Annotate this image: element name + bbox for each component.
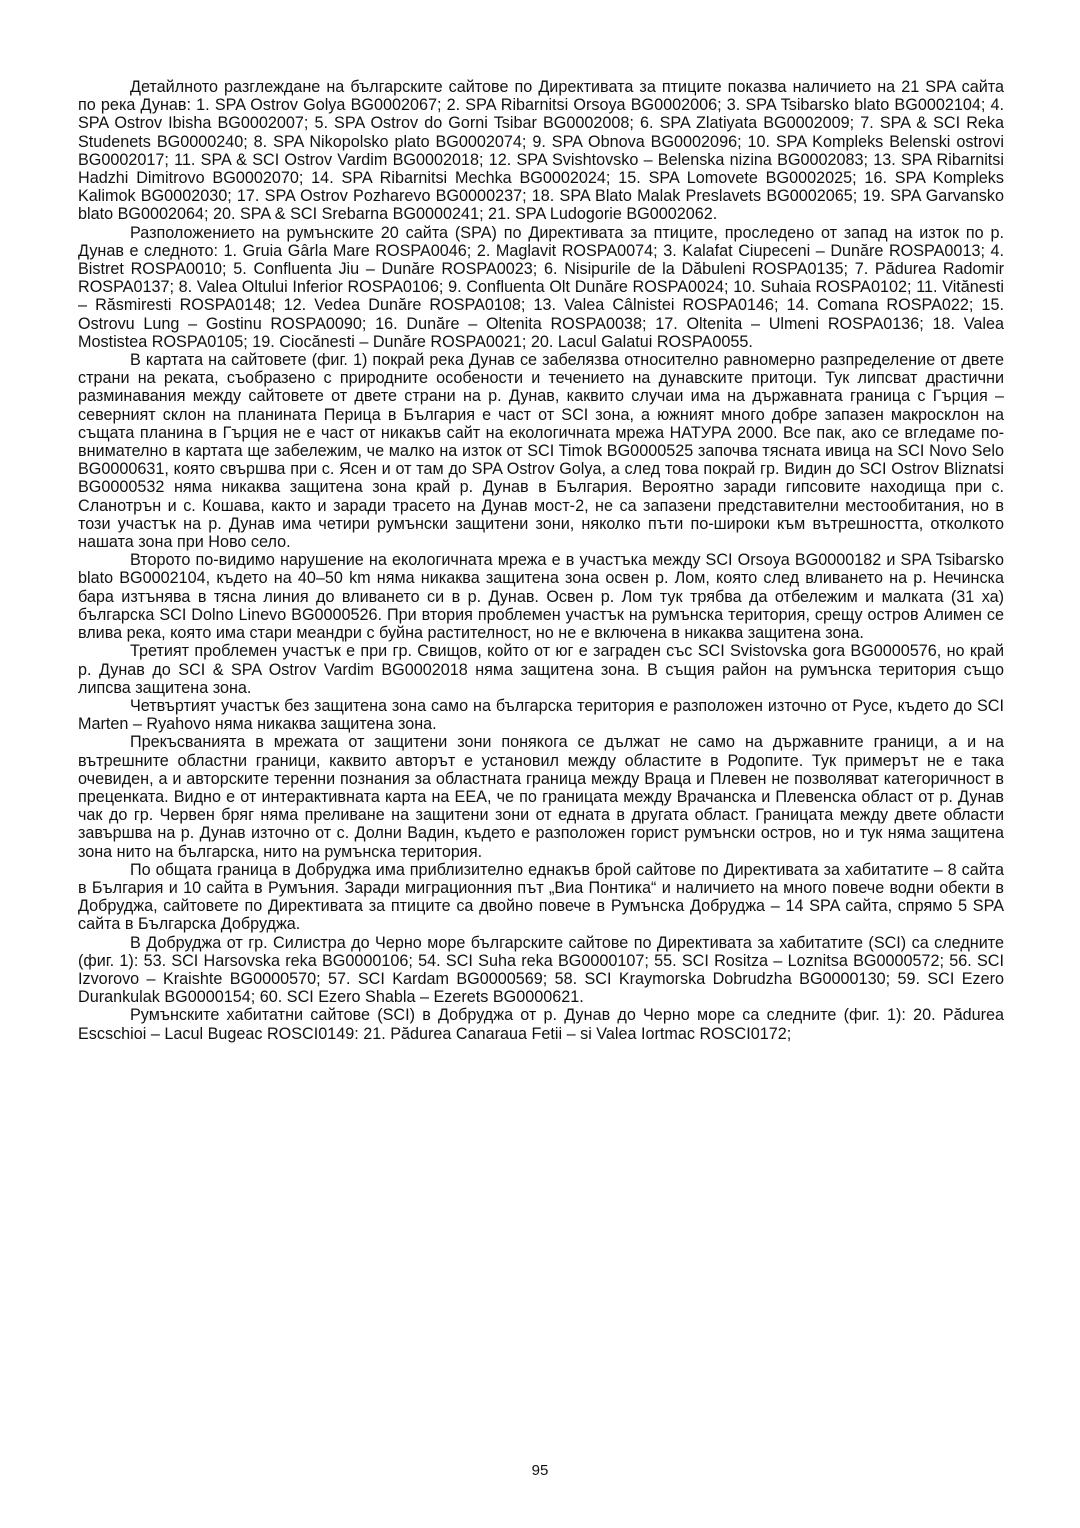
paragraph-romanian-spa-list: Разположението на румънските 20 сайта (SPA) по Директивата за птиците, проследено от запад на изток по р. Дунав е следното: 1. Gruia Gârla Mare ROSPA0046; 2. Maglavit ROSPA0074; 3. Kalafat Ciupeceni – Dunăre ROSPA0013; 4. Bistret ROSPA0010; 5. Confluenta Jiu – Dunăre ROSPA0023; 6. Nisipurile de la Dăbuleni ROSPA0135; 7. Pădurea Radomir ROSPA0137; 8. Valea Oltului Inferior ROSPA0106; 9. Confluenta Olt Dunăre ROSPA0024; 10. Suhaia ROSPA0102; 11. Vitănesti – Răsmiresti ROSPA0148; 12. Vedea Dunăre ROSPA0108; 13. Valea Câlnistei ROSPA0146; 14. Comana ROSPA022; 15. Ostrovu Lung – Gostinu ROSPA0090; 16. Dunăre – Oltenita ROSPA0038; 17. Oltenita – Ulmeni ROSPA0136; 18. Valea Mostistea ROSPA0105; 19. Ciocănesti – Dunăre ROSPA0021; 20. Lacul Galatui ROSPA0055. [78,223,1004,351]
paragraph-bulgarian-spa-list: Детайлното разглеждане на българските сайтове по Директивата за птиците показва наличието на 21 SPA сайта по река Дунав: 1. SPA Ostrov Golya BG0002067; 2. SPA Ribarnitsi Orsoya BG0002006; 3. SPA Tsibarsko blato BG0002104; 4. SPA Ostrov Ibisha BG0002007; 5. SPA Ostrov do Gorni Tsibar BG0002008; 6. SPA Zlatiyata BG0002009; 7. SPA & SCI Reka Studenets BG0000240; 8. SPA Nikopolsko plato BG0002074; 9. SPA Obnova BG0002096; 10. SPA Kompleks Belenski ostrovi BG0002017; 11. SPA & SCI Ostrov Vardim BG0002018; 12. SPA Svishtovsko – Belenska nizina BG0002083; 13. SPA Ribarnitsi Hadzhi Dimitrovo BG0002070; 14. SPA Ribarnitsi Mechka BG0002024; 15. SPA Lomovete BG0002025; 16. SPA Kompleks Kalimok BG0002030; 17. SPA Ostrov Pozharevo BG0000237; 18. SPA Blato Malak Preslavets BG0002065; 19. SPA Garvansko blato BG0002064; 20. SPA & SCI Srebarna BG0000241; 21. SPA Ludogorie BG0002062. [78,78,1004,224]
page-body [78,78,1004,1043]
page-number: 95 [531,1462,549,1479]
paragraph-site-map-distribution: В картата на сайтовете (фиг. 1) покрай река Дунав се забелязва относително равномерно разпределение от двете страни на реката, съобразено с природните особености и течението на дунавските притоци. Тук липсват драстични разминавания между сайтовете от двете страни на р. Дунав, каквито случаи има на държавната граница с Гърция – северният склон на планината Перица в България е част от SCI зона, а южният много добре запазен макросклон на същата планина в Гърция не е част от никакъв сайт на екологичната мрежа НАТУРА 2000. Все пак, ако се вгледаме по-внимателно в картата ще забележим, че малко на изток от SCI Timok BG0000525 започва тясната ивица на SCI Novo Selo BG0000631, която свършва при с. Ясен и от там до SPA Ostrov Golya, а след това покрай гр. Видин до SCI Ostrov Bliznatsi BG0000532 няма никаква защитена зона край р. Дунав в България. Вероятно заради гипсовите находища при с. Сланотрън и с. Кошава, както и заради трасето на Дунав мост-2, не са запазени представителни местообитания, но в този участък на р. Дунав има четири румънски защитени зони, няколко пъти по-широки към вътрешността, отколкото нашата зона при Ново село. [78,351,1004,552]
paragraph-regional-boundaries: Прекъсванията в мрежата от защитени зони понякога се дължат не само на държавните граници, а и на вътрешните областни граници, каквито авторът е установил между областите в Родопите. Тук примерът не е така очевиден, а и авторските теренни познания за областната граница между Враца и Плевен не позволяват категоричност в преценката. Видно е от интерактивната карта на ЕЕА, че по границата между Врачанска и Плевенска област от р. Дунав чак до гр. Червен бряг няма преливане на защитени зони от едната в другата област. Границата между двете области завършва на р. Дунав източно от с. Долни Вадин, където е разположен горист румънски остров, но и тук няма защитена зона нито на българска, нито на румънска територия. [78,733,1004,861]
paragraph-fourth-section: Четвъртият участък без защитена зона само на българска територия е разположен източно от Русе, където до SCI Marten – Ryahovo няма никаква защитена зона. [78,696,1004,734]
paragraph-second-violation: Второто по-видимо нарушение на екологичната мрежа е в участъка между SCI Orsoya BG0000182 и SPA Tsibarsko blato BG0002104, където на 40–50 km няма никаква защитена зона освен р. Лом, която след вливането на р. Нечинска бара изтънява в тясна линия до вливането си в р. Дунав. Освен р. Лом тук трябва да отбележим и малката (31 ха) българска SCI Dolno Linevo BG0000526. При втория проблемен участък на румънска територия, срещу остров Алимен се влива река, която има стари меандри с буйна растителност, но не е включена в никаква защитена зона. [78,551,1004,643]
paragraph-bulgarian-sci-dobrudzha: В Добруджа от гр. Силистра до Черно море българските сайтове по Директивата за хабитатите (SCI) са следните (фиг. 1): 53. SCI Harsovska reka BG0000106; 54. SCI Suha reka BG0000107; 55. SCI Rositza – Loznitsa BG0000572; 56. SCI Izvorovo – Kraishte BG0000570; 57. SCI Kardam BG0000569; 58. SCI Kraymorska Dobrudzha BG0000130; 59. SCI Ezero Durankulak BG0000154; 60. SCI Ezero Shabla – Ezerets BG0000621. [78,933,1004,1007]
paragraph-third-section: Третият проблемен участък е при гр. Свищов, който от юг е заграден със SCI Svistovska gora BG0000576, но край р. Дунав до SCI & SPA Ostrov Vardim BG0002018 няма защитена зона. В същия район на румънска територия също липсва защитена зона. [78,642,1004,697]
paragraph-romanian-sci-dobrudzha: Румънските хабитатни сайтове (SCI) в Добруджа от р. Дунав до Черно море са следните (фиг. 1): 20. Pădurea Escschioi – Lacul Bugeac ROSCI0149: 21. Pădurea Canaraua Fetii – si Valea Iortmac ROSCI0172; [78,1006,1004,1043]
paragraph-dobrudzha-border: По общата граница в Добруджа има приблизително еднакъв брой сайтове по Директивата за хабитатите – 8 сайта в България и 10 сайта в Румъния. Заради миграционния път „Виа Понтика“ и наличието на много повече водни обекти в Добруджа, сайтовете по Директивата за птиците са двойно повече в Румънска Добруджа – 14 SPA сайта, спрямо 5 SPA сайта в Българска Добруджа. [78,860,1004,934]
